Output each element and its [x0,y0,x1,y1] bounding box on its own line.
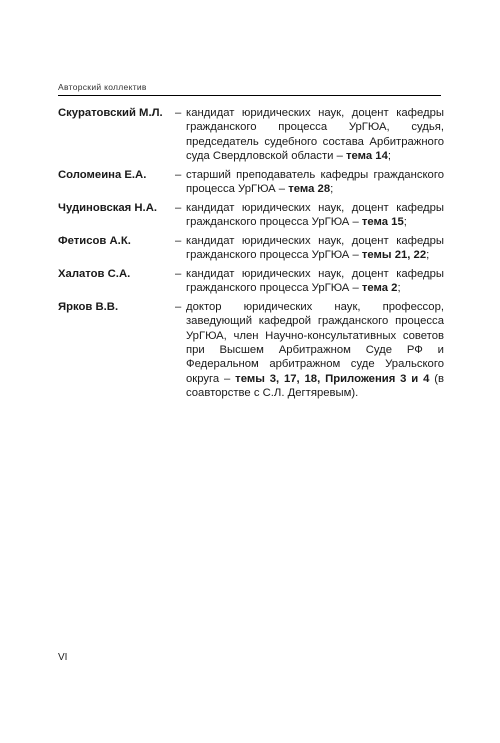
author-topics: тема 14 [346,150,388,163]
author-topics: темы 3, 17, 18, Приложения 3 и 4 [235,372,430,385]
author-credentials: кандидат юридических наук, доцент кафедры гражданского процесса УрГЮА – [186,201,444,229]
running-header: Авторский коллектив [58,82,147,92]
entry-suffix: ; [403,216,407,229]
page-number: VI [58,652,68,663]
entry-dash: – [175,234,182,247]
entry-suffix: ; [387,150,392,163]
author-name: Чудиновская Н.А. [58,201,157,214]
author-topics: тема 28 [288,183,331,196]
author-name: Скуратовский М.Л. [58,107,163,119]
entry-suffix: ; [426,249,430,262]
author-entry [58,267,444,296]
entry-dash: – [175,168,182,181]
entry-dash: – [175,300,182,313]
author-topics: темы 21, 22 [361,249,427,262]
author-credentials: кандидат юридических наук, доцент кафедры гражданского процесса УрГЮА – [186,267,444,295]
author-entry [58,168,444,197]
author-description [186,106,444,164]
author-description [186,234,444,263]
entry-dash: – [175,201,182,214]
author-entry [58,106,444,164]
header-divider [58,95,441,96]
author-name: Халатов С.А. [58,267,131,280]
author-description [186,201,444,230]
author-entry [58,300,444,401]
entry-suffix: ; [397,282,401,295]
author-description [186,267,444,296]
author-credentials: кандидат юридических наук, доцент кафедры гражданского процесса УрГЮА – [186,234,444,262]
author-credentials: кандидат юридических наук, доцент кафедры гражданского процесса УрГЮА, судья, председатель судебного состава Арбитражного суда Свердловской области – [186,107,444,163]
author-topics: тема 2 [361,282,398,295]
entry-suffix: ; [330,183,334,196]
author-description [186,300,444,401]
author-credentials: старший преподаватель кафедры гражданского процесса УрГЮА – [186,168,444,196]
author-credentials: доктор юридических наук, профессор, заведующий кафедрой гражданского процесса УрГЮА, член Научно-консультативных советов при Высшем Арбитражном Суде РФ и Федеральном арбитражном суде Уральского округа – [186,300,444,385]
author-entry [58,201,444,230]
entry-suffix: (в соавторстве с С.Л. Дегтяревым). [186,372,445,400]
author-list [58,106,444,405]
author-entry [58,234,444,263]
author-name: Фетисов А.К. [58,234,131,247]
entry-dash: – [175,107,182,119]
author-name: Ярков В.В. [58,300,119,313]
author-description [186,168,444,197]
entry-dash: – [175,267,182,280]
author-topics: тема 15 [361,216,404,229]
author-name: Соломеина Е.А. [58,168,147,181]
